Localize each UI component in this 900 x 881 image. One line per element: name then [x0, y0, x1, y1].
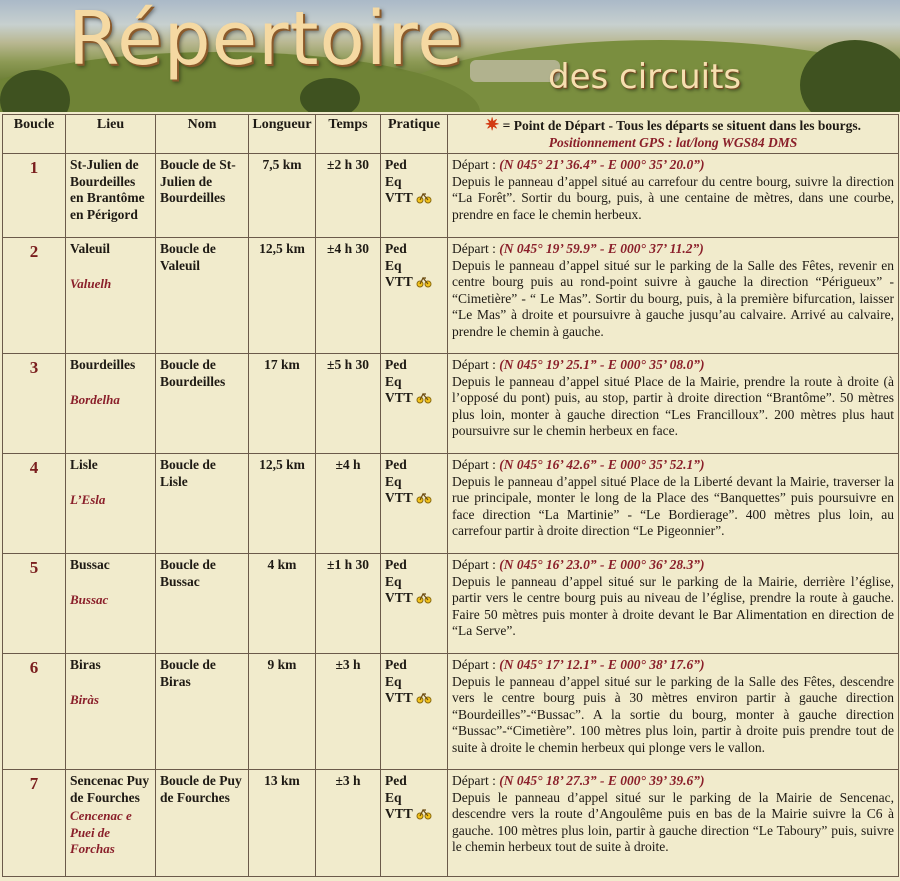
depart-cell: [448, 454, 899, 554]
temps-cell: ±3 h: [316, 654, 381, 770]
depart-gps: (N 045° 17’ 12.1” - E 000° 38’ 17.6”): [499, 657, 705, 672]
pratique-vtt-label: VTT: [385, 190, 413, 205]
depart-gps: (N 045° 16’ 42.6” - E 000° 35’ 52.1”): [499, 457, 705, 472]
bike-icon: [416, 191, 432, 205]
start-star-icon: ✷: [485, 115, 500, 134]
lieu-cell: [66, 238, 156, 354]
table-row: [3, 154, 899, 238]
temps-cell: ±5 h 30: [316, 354, 381, 454]
pratique-ped: Ped: [385, 241, 407, 256]
longueur-cell: 7,5 km: [249, 154, 316, 238]
pratique-ped: Ped: [385, 457, 407, 472]
depart-cell: [448, 654, 899, 770]
depart-gps: (N 045° 19’ 59.9” - E 000° 37’ 11.2”): [499, 241, 704, 256]
page-title: Répertoire: [68, 0, 464, 82]
header-lieu: Lieu: [66, 115, 156, 154]
pratique-ped: Ped: [385, 357, 407, 372]
pratique-cell: [381, 154, 448, 238]
bike-icon: [416, 491, 432, 505]
header-info-line1: = Point de Départ - Tous les départs se situent dans les bourgs.: [502, 118, 861, 133]
pratique-ped: Ped: [385, 557, 407, 572]
table-row: [3, 554, 899, 654]
pratique-eq: Eq: [385, 673, 402, 689]
depart-description: Depuis le panneau d’appel situé Place de la Mairie, prendre la route à droite (à l’opposé du pont) puis, au stop, partir à droite direction “Brantôme”. 50 mètres plus loin, monter à gauche direction “Les Francilloux”. 200 mètres plus haut poursuivre sur le chemin herbeux en face.: [452, 373, 894, 438]
lieu-cell: [66, 770, 156, 877]
lieu-name: Valeuil: [70, 241, 111, 256]
boucle-number: 2: [3, 238, 66, 354]
depart-gps: (N 045° 19’ 25.1” - E 000° 35’ 08.0”): [499, 357, 705, 372]
lieu-cell: [66, 354, 156, 454]
pratique-ped: Ped: [385, 657, 407, 672]
pratique-eq: Eq: [385, 473, 402, 489]
page-subtitle: des circuits: [548, 57, 742, 97]
table-header-row: [3, 115, 899, 154]
lieu-occitan: Valuelh: [70, 275, 112, 291]
nom-cell: Boucle de Bussac: [156, 554, 249, 654]
boucle-number: 4: [3, 454, 66, 554]
tree-image: [300, 78, 360, 112]
pratique-ped: Ped: [385, 157, 407, 172]
lieu-occitan: Bordelha: [70, 391, 120, 407]
lieu-occitan: Cencenac e Puei de Forchas: [70, 808, 132, 856]
temps-cell: ±1 h 30: [316, 554, 381, 654]
table-row: [3, 770, 899, 877]
boucle-number: 6: [3, 654, 66, 770]
lieu-cell: [66, 554, 156, 654]
nom-cell: Boucle de St-Julien de Bourdeilles: [156, 154, 249, 238]
depart-label: Départ :: [452, 773, 500, 788]
lieu-name: Bourdeilles: [70, 357, 136, 372]
pratique-cell: [381, 238, 448, 354]
temps-cell: ±2 h 30: [316, 154, 381, 238]
bike-icon: [416, 391, 432, 405]
pratique-vtt-label: VTT: [385, 590, 413, 605]
pratique-eq: Eq: [385, 173, 402, 189]
pratique-cell: [381, 354, 448, 454]
header-longueur: Longueur: [249, 115, 316, 154]
pratique-cell: [381, 554, 448, 654]
lieu-occitan: L’Esla: [70, 491, 106, 507]
lieu-name: St-Julien de Bourdeilles en Brantôme en Périgord: [70, 157, 145, 222]
header-info: [448, 115, 899, 154]
pratique-vtt-label: VTT: [385, 390, 413, 405]
boucle-number: 1: [3, 154, 66, 238]
pratique-cell: [381, 454, 448, 554]
depart-description: Depuis le panneau d’appel situé sur le parking de la Mairie, derrière l’église, partir vers le centre bourg puis au niveau de l’église, prendre la route à gauche. Faire 50 mètres puis monter à droite devant le Bar Alimentation en direction de “La Serve”.: [452, 573, 894, 638]
depart-label: Départ :: [452, 557, 500, 572]
longueur-cell: 12,5 km: [249, 238, 316, 354]
pratique-ped: Ped: [385, 773, 407, 788]
table-row: [3, 454, 899, 554]
depart-label: Départ :: [452, 457, 500, 472]
lieu-name: Sencenac Puy de Fourches: [70, 773, 150, 805]
depart-description: Depuis le panneau d’appel situé au carrefour du centre bourg, suivre la direction “La Forêt”. Sortir du bourg, puis, à une centaine de mètres, dans une courbe, prendre en face le chemin herbeux.: [452, 173, 894, 222]
boucle-number: 7: [3, 770, 66, 877]
lieu-cell: [66, 154, 156, 238]
boucle-number: 5: [3, 554, 66, 654]
longueur-cell: 13 km: [249, 770, 316, 877]
village-image: [470, 60, 560, 82]
depart-label: Départ :: [452, 357, 500, 372]
depart-label: Départ :: [452, 657, 500, 672]
pratique-vtt: [385, 806, 432, 823]
pratique-vtt: [385, 190, 432, 207]
nom-cell: Boucle de Biras: [156, 654, 249, 770]
depart-cell: [448, 354, 899, 454]
table-row: [3, 354, 899, 454]
bike-icon: [416, 275, 432, 289]
pratique-cell: [381, 770, 448, 877]
pratique-vtt-label: VTT: [385, 690, 413, 705]
depart-gps: (N 045° 18’ 27.3” - E 000° 39’ 39.6”): [499, 773, 705, 788]
depart-label: Départ :: [452, 157, 500, 172]
table-row: [3, 654, 899, 770]
pratique-vtt-label: VTT: [385, 806, 413, 821]
header-info-line2: Positionnement GPS : lat/long WGS84 DMS: [548, 134, 798, 150]
circuits-table: [2, 114, 899, 877]
depart-description: Depuis le panneau d’appel situé sur le parking de la Salle des Fêtes, revenir en centre bourg puis au rond-point suivre à gauche la direction “Périgueux” - “Cimetière” - “ Le Mas”. Sortir du bourg, puis, à la première bifurcation, laisser “Le Mas” à droite et poursuivre à gauche jusqu’au calvaire. Arrivé au calvaire, prendre le chemin à gauche.: [452, 257, 894, 339]
header-nom: Nom: [156, 115, 249, 154]
pratique-vtt: [385, 274, 432, 291]
temps-cell: ±4 h 30: [316, 238, 381, 354]
nom-cell: Boucle de Puy de Fourches: [156, 770, 249, 877]
header-pratique: Pratique: [381, 115, 448, 154]
pratique-eq: Eq: [385, 573, 402, 589]
longueur-cell: 9 km: [249, 654, 316, 770]
pratique-eq: Eq: [385, 373, 402, 389]
header-boucle: Boucle: [3, 115, 66, 154]
pratique-eq: Eq: [385, 257, 402, 273]
depart-cell: [448, 154, 899, 238]
lieu-cell: [66, 454, 156, 554]
pratique-vtt: [385, 690, 432, 707]
depart-label: Départ :: [452, 241, 500, 256]
boucle-number: 3: [3, 354, 66, 454]
nom-cell: Boucle de Lisle: [156, 454, 249, 554]
pratique-eq: Eq: [385, 789, 402, 805]
depart-gps: (N 045° 16’ 23.0” - E 000° 36’ 28.3”): [499, 557, 705, 572]
depart-description: Depuis le panneau d’appel situé sur le parking de la Mairie de Sencenac, descendre vers la route d’Angoulême puis en bas de la Mairie suivre la C6 à gauche. 100 mètres plus loin, partir à gauche direction “Le Taboury” puis, suivre le chemin herbeux tout de suite à droite.: [452, 789, 894, 854]
table-row: [3, 238, 899, 354]
lieu-occitan: Biràs: [70, 691, 99, 707]
bike-icon: [416, 691, 432, 705]
pratique-vtt: [385, 390, 432, 407]
header-temps: Temps: [316, 115, 381, 154]
pratique-vtt-label: VTT: [385, 274, 413, 289]
longueur-cell: 12,5 km: [249, 454, 316, 554]
longueur-cell: 17 km: [249, 354, 316, 454]
header-banner: [0, 0, 900, 112]
lieu-name: Bussac: [70, 557, 110, 572]
lieu-cell: [66, 654, 156, 770]
pratique-vtt: [385, 490, 432, 507]
temps-cell: ±3 h: [316, 770, 381, 877]
depart-description: Depuis le panneau d’appel situé sur le parking de la Salle des Fêtes, descendre vers le centre bourg puis à 30 mètres environ partir à gauche direction “Bourdeilles”-“Bussac”. A la sortie du bourg, monter à gauche direction “Bussac”-“Cimetière”. 100 mètres plus loin, partir à droite puis prendre tout de suite à droite le chemin herbeux qui plonge vers le vallon.: [452, 673, 894, 755]
pratique-vtt: [385, 590, 432, 607]
bike-icon: [416, 807, 432, 821]
pratique-cell: [381, 654, 448, 770]
bike-icon: [416, 591, 432, 605]
depart-description: Depuis le panneau d’appel situé Place de la Liberté devant la Mairie, traverser la rue principale, monter le long de la Place des “Banquettes” puis poursuivre en face direction “La Martinie” - “Le Bordierage”. 400 mètres plus loin, au carrefour partir à droite direction “Le Pigeonnier”.: [452, 473, 894, 538]
longueur-cell: 4 km: [249, 554, 316, 654]
depart-cell: [448, 238, 899, 354]
lieu-occitan: Bussac: [70, 591, 109, 607]
depart-cell: [448, 554, 899, 654]
temps-cell: ±4 h: [316, 454, 381, 554]
nom-cell: Boucle de Bourdeilles: [156, 354, 249, 454]
depart-gps: (N 045° 21’ 36.4” - E 000° 35’ 20.0”): [499, 157, 705, 172]
pratique-vtt-label: VTT: [385, 490, 413, 505]
lieu-name: Biras: [70, 657, 101, 672]
lieu-name: Lisle: [70, 457, 98, 472]
depart-cell: [448, 770, 899, 877]
nom-cell: Boucle de Valeuil: [156, 238, 249, 354]
